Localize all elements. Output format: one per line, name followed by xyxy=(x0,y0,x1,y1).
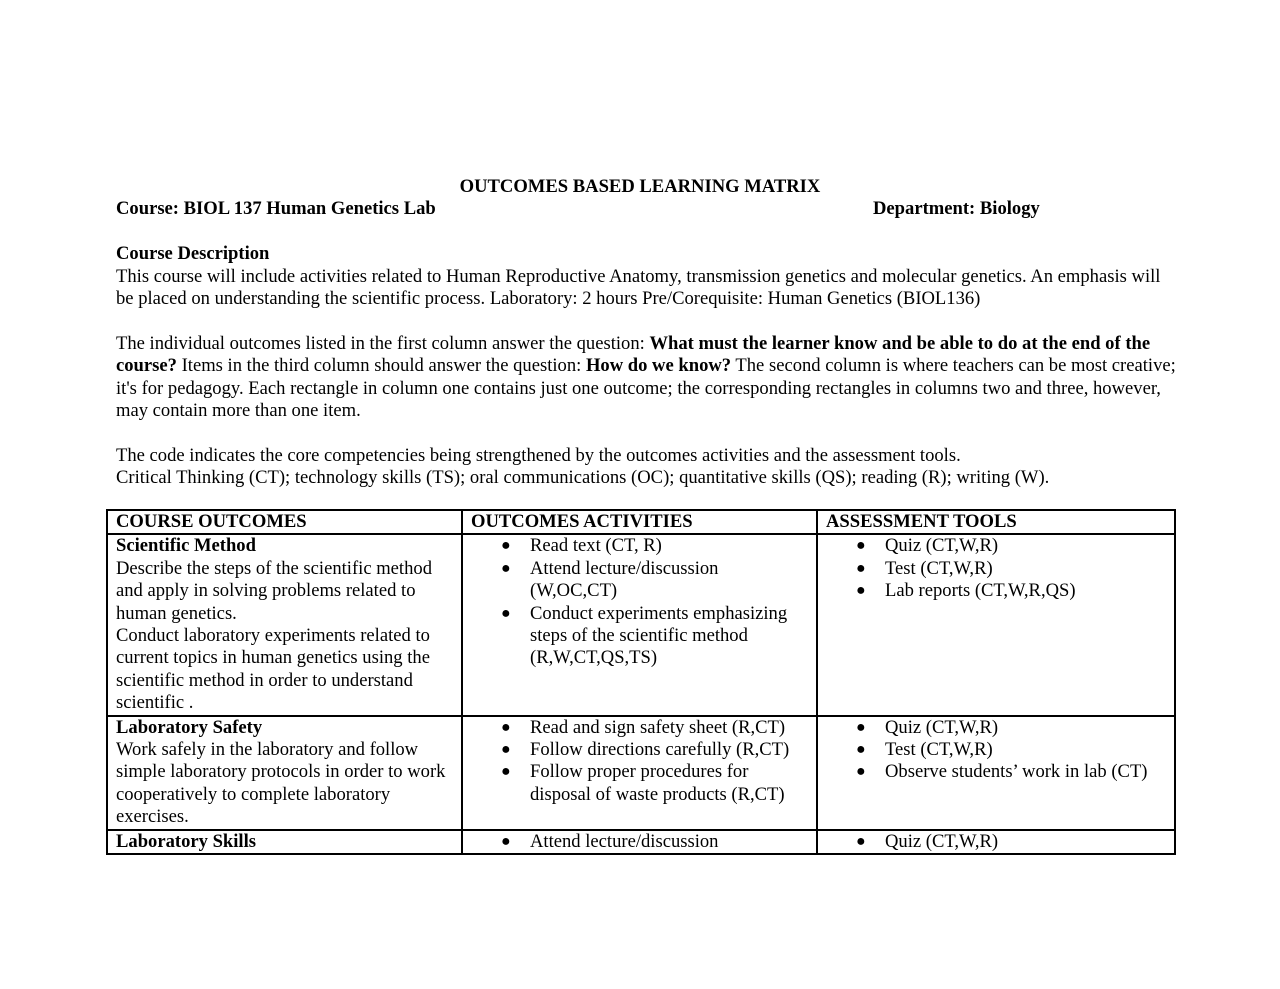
bullet-icon: ● xyxy=(501,741,511,759)
table-row xyxy=(107,830,1175,854)
instructions-part1: The individual outcomes listed in the first column answer the question: xyxy=(116,332,650,354)
document-page xyxy=(116,176,1176,490)
activities-cell xyxy=(462,716,817,830)
bullet-icon: ● xyxy=(856,537,866,555)
list-item: ● Follow directions carefully (R,CT) xyxy=(501,739,790,761)
table-row xyxy=(107,716,1175,830)
codes-line2: Critical Thinking (CT); technology skills (TS); oral communications (OC); quantitative skills (QS); reading (R); writing (W). xyxy=(116,467,1050,489)
department-name: Department: Biology xyxy=(873,198,1040,220)
course-description-heading: Course Description xyxy=(116,243,270,265)
list-item: ● Attend lecture/discussion xyxy=(501,830,719,852)
page-title: OUTCOMES BASED LEARNING MATRIX xyxy=(459,176,821,197)
outcome-title: Laboratory Safety xyxy=(116,716,263,738)
instructions-question1: What must the learner know and be able to do at the end of the course? xyxy=(116,332,1151,377)
header-assessment-tools: ASSESSMENT TOOLS xyxy=(817,510,1175,534)
list-item: ● Lab reports (CT,W,R,QS) xyxy=(856,580,1076,602)
outcome-title: Laboratory Skills xyxy=(116,830,256,852)
bullet-icon: ● xyxy=(856,718,866,736)
assessments-cell xyxy=(817,830,1175,854)
outcome-cell xyxy=(107,830,462,854)
course-name: Course: BIOL 137 Human Genetics Lab xyxy=(116,198,436,220)
instructions-question2: How do we know? xyxy=(585,355,732,377)
bullet-icon: ● xyxy=(856,763,866,781)
course-description-text: This course will include activities related to Human Reproductive Anatomy, transmission genetics and molecular genetics. An emphasis will be placed on understanding the scientific process. Laboratory: 2 hours Pre/Corequisite: Human Genetics (BIOL136) xyxy=(116,265,1161,309)
outcome-text-2: Conduct laboratory experiments related to current topics in human genetics using the scientific method in order to understand scientific . xyxy=(116,625,430,714)
bullet-icon: ● xyxy=(856,741,866,759)
bullet-icon: ● xyxy=(856,832,866,850)
list-item: ● Test (CT,W,R) xyxy=(856,557,993,579)
list-item: ● Quiz (CT,W,R) xyxy=(856,830,999,852)
bullet-icon: ● xyxy=(501,537,511,555)
bullet-icon: ● xyxy=(501,604,511,622)
list-item: ● Read and sign safety sheet (R,CT) xyxy=(501,716,786,738)
bullet-icon: ● xyxy=(501,763,511,781)
bullet-icon: ● xyxy=(501,718,511,736)
list-item: ● Conduct experiments emphasizing steps of the scientific method (R,W,CT,QS,TS) xyxy=(501,602,788,669)
list-item: ● Observe students’ work in lab (CT) xyxy=(856,761,1148,783)
assessments-cell xyxy=(817,534,1175,715)
list-item: ● Test (CT,W,R) xyxy=(856,739,993,761)
list-item: ● Attend lecture/discussion (W,OC,CT) xyxy=(501,557,719,602)
bullet-icon: ● xyxy=(501,832,511,850)
table-header-row xyxy=(107,510,1175,534)
header-outcomes-activities: OUTCOMES ACTIVITIES xyxy=(462,510,817,534)
instructions-paragraph xyxy=(116,333,1176,423)
outcomes-matrix-table xyxy=(106,509,1176,855)
bullet-icon: ● xyxy=(856,559,866,577)
table-row xyxy=(107,534,1175,715)
outcome-text: Work safely in the laboratory and follow simple laboratory protocols in order to work cooperatively to complete laboratory exercises. xyxy=(116,739,446,828)
instructions-part2: Items in the third column should answer the question: xyxy=(176,355,586,377)
bullet-icon: ● xyxy=(501,559,511,577)
list-item: ● Read text (CT, R) xyxy=(501,535,662,557)
activities-cell xyxy=(462,830,817,854)
outcome-cell xyxy=(107,716,462,830)
list-item: ● Quiz (CT,W,R) xyxy=(856,535,999,557)
list-item: ● Follow proper procedures for disposal of waste products (R,CT) xyxy=(501,761,785,805)
codes-line1: The code indicates the core competencies being strengthened by the outcomes activities and the assessment tools. xyxy=(116,444,961,466)
outcome-title: Scientific Method xyxy=(116,535,256,557)
bullet-icon: ● xyxy=(856,582,866,600)
assessments-cell xyxy=(817,716,1175,830)
outcome-cell xyxy=(107,534,462,715)
header-course-outcomes: COURSE OUTCOMES xyxy=(107,510,462,534)
list-item: ● Quiz (CT,W,R) xyxy=(856,716,999,738)
instructions-part3: The second column is where teachers can be most creative; it's for pedagogy. Each rectangle in column one contains just one outcome; the corresponding rectangles in columns two and three, however, may contain more than one item. xyxy=(116,355,1176,422)
course-line xyxy=(116,198,1176,220)
outcome-text: Describe the steps of the scientific method and apply in solving problems related to human genetics. xyxy=(116,557,432,624)
activities-cell xyxy=(462,534,817,715)
